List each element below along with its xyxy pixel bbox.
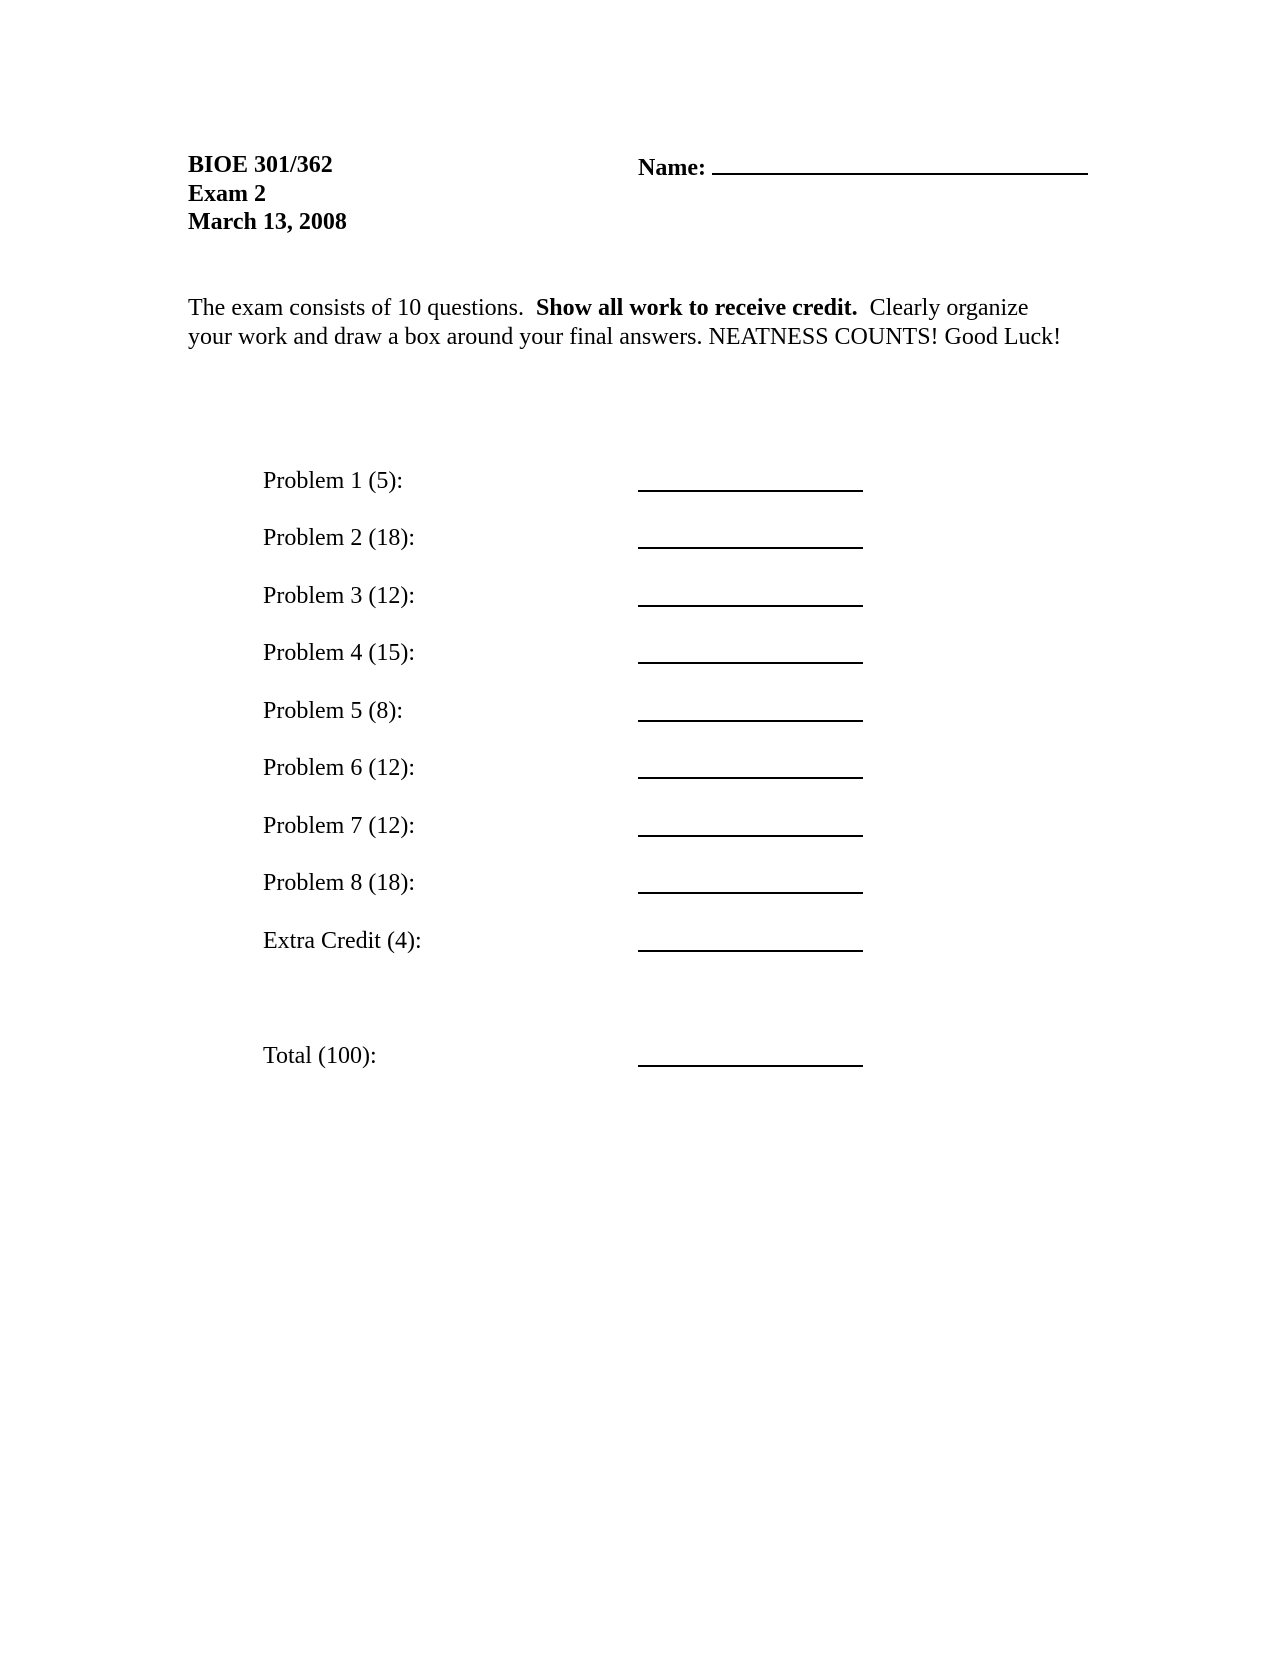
- score-label: Problem 7 (12):: [263, 813, 415, 839]
- exam-title: Exam 2: [188, 180, 266, 207]
- score-row-problem-7: [263, 811, 863, 841]
- score-label: Problem 2 (18):: [263, 525, 415, 551]
- score-label: Problem 3 (12):: [263, 583, 415, 609]
- score-row-problem-4: [263, 638, 863, 668]
- score-label: Problem 5 (8):: [263, 698, 403, 724]
- score-blank-line[interactable]: [638, 605, 863, 607]
- instructions-rest: Clearly organize your work and draw a box around your final answers. NEATNESS COUNTS! Good Luck!: [188, 295, 1062, 350]
- score-label: Problem 6 (12):: [263, 755, 415, 781]
- score-blank-line[interactable]: [638, 490, 863, 492]
- score-label: Extra Credit (4):: [263, 928, 422, 954]
- score-row-total: [263, 1041, 863, 1071]
- score-row-problem-8: [263, 868, 863, 898]
- score-blank-line[interactable]: [638, 720, 863, 722]
- name-label: Name:: [638, 155, 706, 181]
- exam-date: March 13, 2008: [188, 209, 347, 235]
- name-blank-line[interactable]: [712, 151, 1088, 175]
- score-row-problem-6: [263, 753, 863, 783]
- score-blank-line[interactable]: [638, 662, 863, 664]
- score-label: Problem 8 (18):: [263, 870, 415, 896]
- score-row-problem-2: [263, 523, 863, 553]
- score-row-problem-1: [263, 466, 863, 496]
- score-blank-line[interactable]: [638, 777, 863, 779]
- course-code: BIOE 301/362: [188, 152, 333, 178]
- exam-header: [188, 151, 347, 237]
- score-row-extra-credit: [263, 926, 863, 956]
- total-label: Total (100):: [263, 1043, 377, 1069]
- score-blank-line[interactable]: [638, 950, 863, 952]
- score-blank-line[interactable]: [638, 835, 863, 837]
- score-label: Problem 1 (5):: [263, 468, 403, 494]
- score-blank-line[interactable]: [638, 547, 863, 549]
- instructions-intro: The exam consists of 10 questions.: [188, 295, 524, 321]
- total-blank-line[interactable]: [638, 1065, 863, 1067]
- instructions-emphasis: Show all work to receive credit.: [535, 295, 858, 321]
- score-row-problem-5: [263, 696, 863, 726]
- score-blank-line[interactable]: [638, 892, 863, 894]
- score-label: Problem 4 (15):: [263, 640, 415, 666]
- instructions-paragraph: [188, 294, 1068, 352]
- score-row-problem-3: [263, 581, 863, 611]
- name-field: [638, 151, 1088, 183]
